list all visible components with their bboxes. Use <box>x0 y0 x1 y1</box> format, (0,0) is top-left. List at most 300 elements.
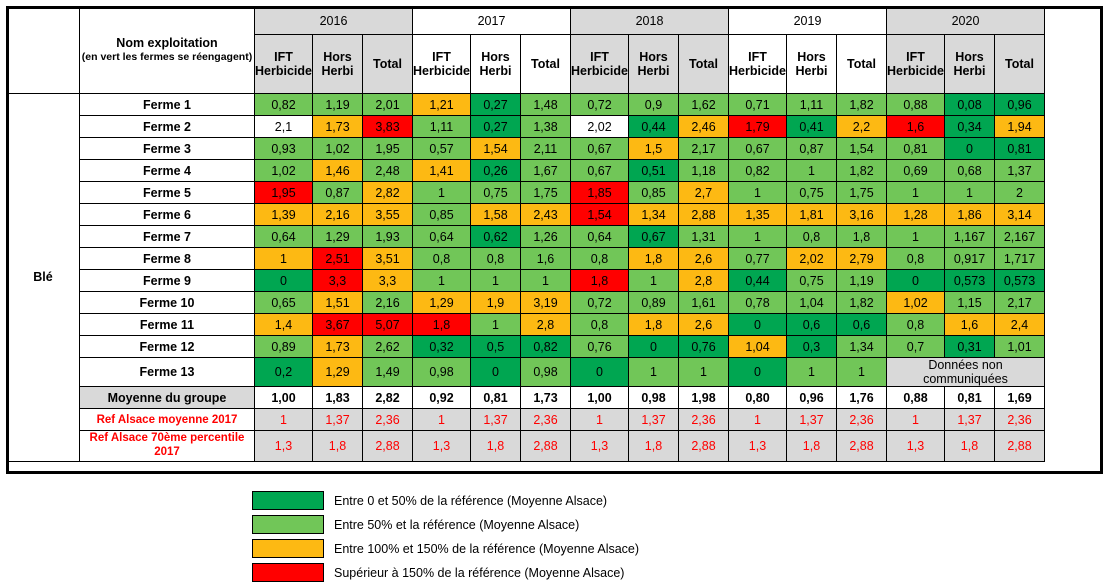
data-cell: 0 <box>887 270 945 292</box>
data-cell: 2,6 <box>679 314 729 336</box>
year-header-2018: 2018 <box>571 7 729 35</box>
data-cell: 1,02 <box>313 138 363 160</box>
data-cell: 0,08 <box>945 94 995 116</box>
ift-table <box>6 6 1045 462</box>
data-cell: 1,29 <box>313 226 363 248</box>
subheader-2020-hors-herbi: Hors Herbi <box>945 35 995 94</box>
data-cell: 0,8 <box>571 314 629 336</box>
data-cell: 1,39 <box>255 204 313 226</box>
data-cell: 2,17 <box>995 292 1045 314</box>
data-cell: 1,75 <box>837 182 887 204</box>
reference-cell: 1 <box>887 409 945 431</box>
summary-cell: 1,83 <box>313 387 363 409</box>
reference-cell: 1,8 <box>313 431 363 462</box>
data-cell: 2,62 <box>363 336 413 358</box>
data-cell: 1,21 <box>413 94 471 116</box>
data-cell: 1 <box>945 182 995 204</box>
data-cell: 0,85 <box>413 204 471 226</box>
row-label: Ferme 5 <box>80 182 255 204</box>
data-cell: 0 <box>729 314 787 336</box>
row-label: Ferme 4 <box>80 160 255 182</box>
summary-cell: 1,73 <box>521 387 571 409</box>
data-cell: 0 <box>571 358 629 387</box>
data-cell: 0,8 <box>413 248 471 270</box>
data-cell: 2,82 <box>363 182 413 204</box>
row-label: Ferme 9 <box>80 270 255 292</box>
data-cell: 2,43 <box>521 204 571 226</box>
data-cell: 5,07 <box>363 314 413 336</box>
reference-cell: 2,88 <box>363 431 413 462</box>
data-cell: 2,02 <box>571 116 629 138</box>
data-cell: 2,48 <box>363 160 413 182</box>
data-cell: 0,6 <box>787 314 837 336</box>
data-cell: 0,96 <box>995 94 1045 116</box>
data-cell: 0,98 <box>521 358 571 387</box>
summary-cell: 1,76 <box>837 387 887 409</box>
data-cell: 1,62 <box>679 94 729 116</box>
data-cell: 1,167 <box>945 226 995 248</box>
subheader-2019-hors-herbi: Hors Herbi <box>787 35 837 94</box>
data-cell: 3,67 <box>313 314 363 336</box>
reference-label: Ref Alsace 70ème percentile 2017 <box>80 431 255 462</box>
data-cell: 0,82 <box>255 94 313 116</box>
year-header-row <box>7 7 1045 35</box>
data-cell: 1,81 <box>787 204 837 226</box>
data-cell: 1,11 <box>413 116 471 138</box>
data-cell: 0,51 <box>629 160 679 182</box>
data-cell: 1 <box>837 358 887 387</box>
summary-cell: 0,92 <box>413 387 471 409</box>
reference-cell: 1 <box>729 409 787 431</box>
data-cell: 0,65 <box>255 292 313 314</box>
legend-label: Entre 50% et la référence (Moyenne Alsace) <box>334 517 580 532</box>
data-cell: 0,62 <box>471 226 521 248</box>
data-cell: 2,88 <box>679 204 729 226</box>
data-cell: 1,73 <box>313 116 363 138</box>
data-cell: 0,573 <box>995 270 1045 292</box>
reference-cell: 2,36 <box>679 409 729 431</box>
data-cell: 1,6 <box>521 248 571 270</box>
data-cell: 3,14 <box>995 204 1045 226</box>
corner-blank <box>7 7 80 94</box>
table-row <box>7 94 1045 116</box>
legend-swatch <box>252 563 324 582</box>
data-cell: 1,31 <box>679 226 729 248</box>
data-cell: 1,95 <box>255 182 313 204</box>
data-cell: 2,02 <box>787 248 837 270</box>
data-cell: 2,7 <box>679 182 729 204</box>
data-cell: 1,8 <box>571 270 629 292</box>
data-cell: 0,82 <box>729 160 787 182</box>
data-cell: 1,48 <box>521 94 571 116</box>
year-header-2020: 2020 <box>887 7 1045 35</box>
data-cell: 1,717 <box>995 248 1045 270</box>
data-cell: 1 <box>471 270 521 292</box>
legend-label: Entre 100% et 150% de la référence (Moyenne Alsace) <box>334 541 640 556</box>
table-row <box>7 138 1045 160</box>
table-row <box>7 270 1045 292</box>
data-cell: 0,32 <box>413 336 471 358</box>
summary-cell: 0,96 <box>787 387 837 409</box>
data-cell: 0,26 <box>471 160 521 182</box>
data-cell: 1 <box>729 226 787 248</box>
data-cell: 1,93 <box>363 226 413 248</box>
row-label: Ferme 1 <box>80 94 255 116</box>
data-cell: 1,26 <box>521 226 571 248</box>
data-cell: 0,67 <box>571 138 629 160</box>
data-cell: 1 <box>471 314 521 336</box>
table-row <box>7 160 1045 182</box>
reference-cell: 1,37 <box>629 409 679 431</box>
data-cell: 1,9 <box>471 292 521 314</box>
subheader-2019-ift-herbicide: IFT Herbicide <box>729 35 787 94</box>
data-cell: 1,54 <box>571 204 629 226</box>
data-cell: 0,57 <box>413 138 471 160</box>
reference-cell: 1,37 <box>471 409 521 431</box>
reference-cell: 1,3 <box>571 431 629 462</box>
reference-cell: 2,88 <box>837 431 887 462</box>
data-cell: 1,46 <box>313 160 363 182</box>
summary-cell: 0,98 <box>629 387 679 409</box>
legend-item <box>252 561 639 584</box>
data-cell: 0,44 <box>629 116 679 138</box>
subheader-2019-total: Total <box>837 35 887 94</box>
data-cell: 0,71 <box>729 94 787 116</box>
data-cell: 1,01 <box>995 336 1045 358</box>
reference-cell: 1,37 <box>787 409 837 431</box>
data-cell: 0 <box>629 336 679 358</box>
data-cell: 0,34 <box>945 116 995 138</box>
reference-cell: 1 <box>255 409 313 431</box>
data-cell: 1,8 <box>413 314 471 336</box>
reference-cell: 1,3 <box>729 431 787 462</box>
reference-cell: 2,88 <box>521 431 571 462</box>
data-cell: 0,76 <box>571 336 629 358</box>
reference-cell: 1,3 <box>413 431 471 462</box>
subheader-2017-ift-herbicide: IFT Herbicide <box>413 35 471 94</box>
data-cell: 0,78 <box>729 292 787 314</box>
table-row <box>7 116 1045 138</box>
summary-cell: 0,88 <box>887 387 945 409</box>
subheader-2020-ift-herbicide: IFT Herbicide <box>887 35 945 94</box>
data-cell: 0,2 <box>255 358 313 387</box>
summary-label: Moyenne du groupe <box>80 387 255 409</box>
data-cell: 1 <box>887 226 945 248</box>
subheader-2016-total: Total <box>363 35 413 94</box>
data-cell: 1,49 <box>363 358 413 387</box>
data-cell: 0,31 <box>945 336 995 358</box>
data-cell: 1,51 <box>313 292 363 314</box>
data-cell: 1,82 <box>837 292 887 314</box>
data-cell: 2,6 <box>679 248 729 270</box>
data-cell: 1,11 <box>787 94 837 116</box>
name-header-title: Nom exploitation <box>116 35 218 50</box>
row-label: Ferme 6 <box>80 204 255 226</box>
data-cell: 1,02 <box>887 292 945 314</box>
reference-cell: 2,88 <box>995 431 1045 462</box>
data-cell: 1,02 <box>255 160 313 182</box>
data-cell: 1,85 <box>571 182 629 204</box>
data-cell: 0,64 <box>571 226 629 248</box>
legend-item <box>252 537 639 560</box>
data-cell: 0,81 <box>887 138 945 160</box>
data-cell: 2,46 <box>679 116 729 138</box>
data-cell: 1,6 <box>887 116 945 138</box>
data-cell: 1,94 <box>995 116 1045 138</box>
data-cell: 2,51 <box>313 248 363 270</box>
data-cell: 0,8 <box>887 248 945 270</box>
table-row <box>7 292 1045 314</box>
data-cell: 1,04 <box>729 336 787 358</box>
data-cell: 1,41 <box>413 160 471 182</box>
reference-cell: 1,8 <box>945 431 995 462</box>
legend-swatch <box>252 539 324 558</box>
data-cell: 0,89 <box>255 336 313 358</box>
data-cell: 0,81 <box>995 138 1045 160</box>
data-cell: 0,7 <box>887 336 945 358</box>
reference-cell: 2,36 <box>995 409 1045 431</box>
data-cell: 2,16 <box>313 204 363 226</box>
data-cell: 2,16 <box>363 292 413 314</box>
data-cell: 1,75 <box>521 182 571 204</box>
data-cell: 0,93 <box>255 138 313 160</box>
data-cell: 0,573 <box>945 270 995 292</box>
data-cell: 1,15 <box>945 292 995 314</box>
data-cell: 2,8 <box>679 270 729 292</box>
data-cell: 0,77 <box>729 248 787 270</box>
data-cell: 1,86 <box>945 204 995 226</box>
data-cell: 0,87 <box>313 182 363 204</box>
data-cell: 0,69 <box>887 160 945 182</box>
data-cell: 3,16 <box>837 204 887 226</box>
subheader-2017-total: Total <box>521 35 571 94</box>
reference-cell: 2,36 <box>837 409 887 431</box>
data-cell: 1,79 <box>729 116 787 138</box>
data-cell: 2,8 <box>521 314 571 336</box>
data-cell: 0,44 <box>729 270 787 292</box>
data-cell: 1 <box>629 270 679 292</box>
legend-swatch <box>252 491 324 510</box>
data-cell: 1 <box>413 182 471 204</box>
table-row <box>7 204 1045 226</box>
data-cell: 0,76 <box>679 336 729 358</box>
reference-cell: 1,8 <box>629 431 679 462</box>
table-row <box>7 248 1045 270</box>
data-cell: 1,82 <box>837 160 887 182</box>
summary-cell: 1,00 <box>571 387 629 409</box>
reference-cell: 1,8 <box>787 431 837 462</box>
data-cell: 1,61 <box>679 292 729 314</box>
data-cell: 1 <box>887 182 945 204</box>
legend-label: Entre 0 et 50% de la référence (Moyenne Alsace) <box>334 493 608 508</box>
name-header-subtitle: (en vert les fermes se réengagent) <box>81 51 253 64</box>
data-cell: 0,41 <box>787 116 837 138</box>
data-cell: 1,67 <box>521 160 571 182</box>
data-cell: 1,19 <box>313 94 363 116</box>
data-cell: 1,54 <box>837 138 887 160</box>
data-cell: 2,2 <box>837 116 887 138</box>
data-cell: 1,54 <box>471 138 521 160</box>
summary-cell: 2,82 <box>363 387 413 409</box>
data-cell: 0,87 <box>787 138 837 160</box>
legend-swatch <box>252 515 324 534</box>
data-cell: 0,98 <box>413 358 471 387</box>
name-header-cell <box>80 7 255 94</box>
data-cell: 0,8 <box>571 248 629 270</box>
data-cell: 0,917 <box>945 248 995 270</box>
data-cell: 2,17 <box>679 138 729 160</box>
data-cell: 0 <box>729 358 787 387</box>
row-label: Ferme 7 <box>80 226 255 248</box>
subheader-2018-hors-herbi: Hors Herbi <box>629 35 679 94</box>
reference-cell: 1 <box>413 409 471 431</box>
subheader-2016-hors-herbi: Hors Herbi <box>313 35 363 94</box>
data-cell: 0,9 <box>629 94 679 116</box>
reference-label: Ref Alsace moyenne 2017 <box>80 409 255 431</box>
data-cell: 2,1 <box>255 116 313 138</box>
row-label: Ferme 8 <box>80 248 255 270</box>
data-cell: 0,27 <box>471 116 521 138</box>
data-cell: 0,64 <box>255 226 313 248</box>
data-cell: 1,35 <box>729 204 787 226</box>
data-cell: 0,85 <box>629 182 679 204</box>
row-label: Ferme 2 <box>80 116 255 138</box>
year-header-2017: 2017 <box>413 7 571 35</box>
data-cell: 1 <box>629 358 679 387</box>
data-cell: 1,8 <box>837 226 887 248</box>
reference-cell: 1,8 <box>471 431 521 462</box>
table-row <box>7 226 1045 248</box>
data-cell: 0,67 <box>629 226 679 248</box>
data-cell: 1,82 <box>837 94 887 116</box>
summary-cell: 0,80 <box>729 387 787 409</box>
data-cell: 2,01 <box>363 94 413 116</box>
data-cell: 2 <box>995 182 1045 204</box>
data-cell: 0,6 <box>837 314 887 336</box>
data-cell: 0,3 <box>787 336 837 358</box>
data-cell: 1,29 <box>413 292 471 314</box>
data-cell: 0,72 <box>571 94 629 116</box>
reference-cell: 2,36 <box>363 409 413 431</box>
summary-cell: 0,81 <box>945 387 995 409</box>
data-cell: 1,5 <box>629 138 679 160</box>
legend-item <box>252 489 639 512</box>
data-cell: 3,55 <box>363 204 413 226</box>
data-cell: 0,8 <box>471 248 521 270</box>
data-cell: 0 <box>471 358 521 387</box>
legend <box>252 489 639 585</box>
reference-cell: 2,88 <box>679 431 729 462</box>
data-cell: 0,82 <box>521 336 571 358</box>
data-cell: 1 <box>255 248 313 270</box>
data-cell: 0,5 <box>471 336 521 358</box>
row-label: Ferme 12 <box>80 336 255 358</box>
data-cell: 1 <box>787 160 837 182</box>
summary-cell: 1,69 <box>995 387 1045 409</box>
subheader-2020-total: Total <box>995 35 1045 94</box>
data-cell: 1 <box>787 358 837 387</box>
row-label: Ferme 3 <box>80 138 255 160</box>
reference-cell: 1,37 <box>313 409 363 431</box>
table-row <box>7 182 1045 204</box>
row-label: Ferme 11 <box>80 314 255 336</box>
data-cell: 3,83 <box>363 116 413 138</box>
data-cell: 3,3 <box>363 270 413 292</box>
reference-cell: 2,36 <box>521 409 571 431</box>
reference-cell: 1,37 <box>945 409 995 431</box>
summary-cell: 1,00 <box>255 387 313 409</box>
year-header-2016: 2016 <box>255 7 413 35</box>
data-cell: 2,4 <box>995 314 1045 336</box>
reference-row <box>7 431 1045 462</box>
data-cell: 2,167 <box>995 226 1045 248</box>
data-cell: 2,11 <box>521 138 571 160</box>
data-cell: 1,29 <box>313 358 363 387</box>
data-cell: 0,67 <box>571 160 629 182</box>
reference-cell: 1,3 <box>255 431 313 462</box>
crop-label: Blé <box>7 94 80 462</box>
data-cell: 1,73 <box>313 336 363 358</box>
data-cell: 1,58 <box>471 204 521 226</box>
data-cell: 0,88 <box>887 94 945 116</box>
subheader-2016-ift-herbicide: IFT Herbicide <box>255 35 313 94</box>
data-cell: 0,8 <box>887 314 945 336</box>
summary-row <box>7 387 1045 409</box>
data-cell: 3,3 <box>313 270 363 292</box>
data-cell: 1,18 <box>679 160 729 182</box>
data-cell: 0,75 <box>787 270 837 292</box>
row-label: Ferme 10 <box>80 292 255 314</box>
subheader-2018-total: Total <box>679 35 729 94</box>
data-cell: 3,51 <box>363 248 413 270</box>
data-cell: 0,72 <box>571 292 629 314</box>
reference-cell: 1 <box>571 409 629 431</box>
data-cell: 1,37 <box>995 160 1045 182</box>
data-cell: 1,95 <box>363 138 413 160</box>
data-cell: 0,89 <box>629 292 679 314</box>
table-row <box>7 358 1045 387</box>
data-cell: 1,4 <box>255 314 313 336</box>
subheader-2017-hors-herbi: Hors Herbi <box>471 35 521 94</box>
summary-cell: 1,98 <box>679 387 729 409</box>
summary-cell: 0,81 <box>471 387 521 409</box>
data-cell: 0,64 <box>413 226 471 248</box>
data-cell: 0,27 <box>471 94 521 116</box>
data-cell: 1,38 <box>521 116 571 138</box>
year-header-2019: 2019 <box>729 7 887 35</box>
data-cell: 1,28 <box>887 204 945 226</box>
legend-label: Supérieur à 150% de la référence (Moyenne Alsace) <box>334 565 625 580</box>
table-row <box>7 336 1045 358</box>
data-cell: 0,68 <box>945 160 995 182</box>
data-cell: 0,75 <box>787 182 837 204</box>
table-row <box>7 314 1045 336</box>
data-cell: 1,19 <box>837 270 887 292</box>
data-cell: 0,75 <box>471 182 521 204</box>
data-cell: 3,19 <box>521 292 571 314</box>
data-cell: 1,6 <box>945 314 995 336</box>
subheader-2018-ift-herbicide: IFT Herbicide <box>571 35 629 94</box>
data-cell: 0,67 <box>729 138 787 160</box>
no-data-cell: Données non communiquées <box>887 358 1045 387</box>
data-cell: 0 <box>945 138 995 160</box>
data-cell: 0,8 <box>787 226 837 248</box>
data-cell: 0 <box>255 270 313 292</box>
data-cell: 1,34 <box>629 204 679 226</box>
data-cell: 1,04 <box>787 292 837 314</box>
data-cell: 1 <box>729 182 787 204</box>
row-label: Ferme 13 <box>80 358 255 387</box>
